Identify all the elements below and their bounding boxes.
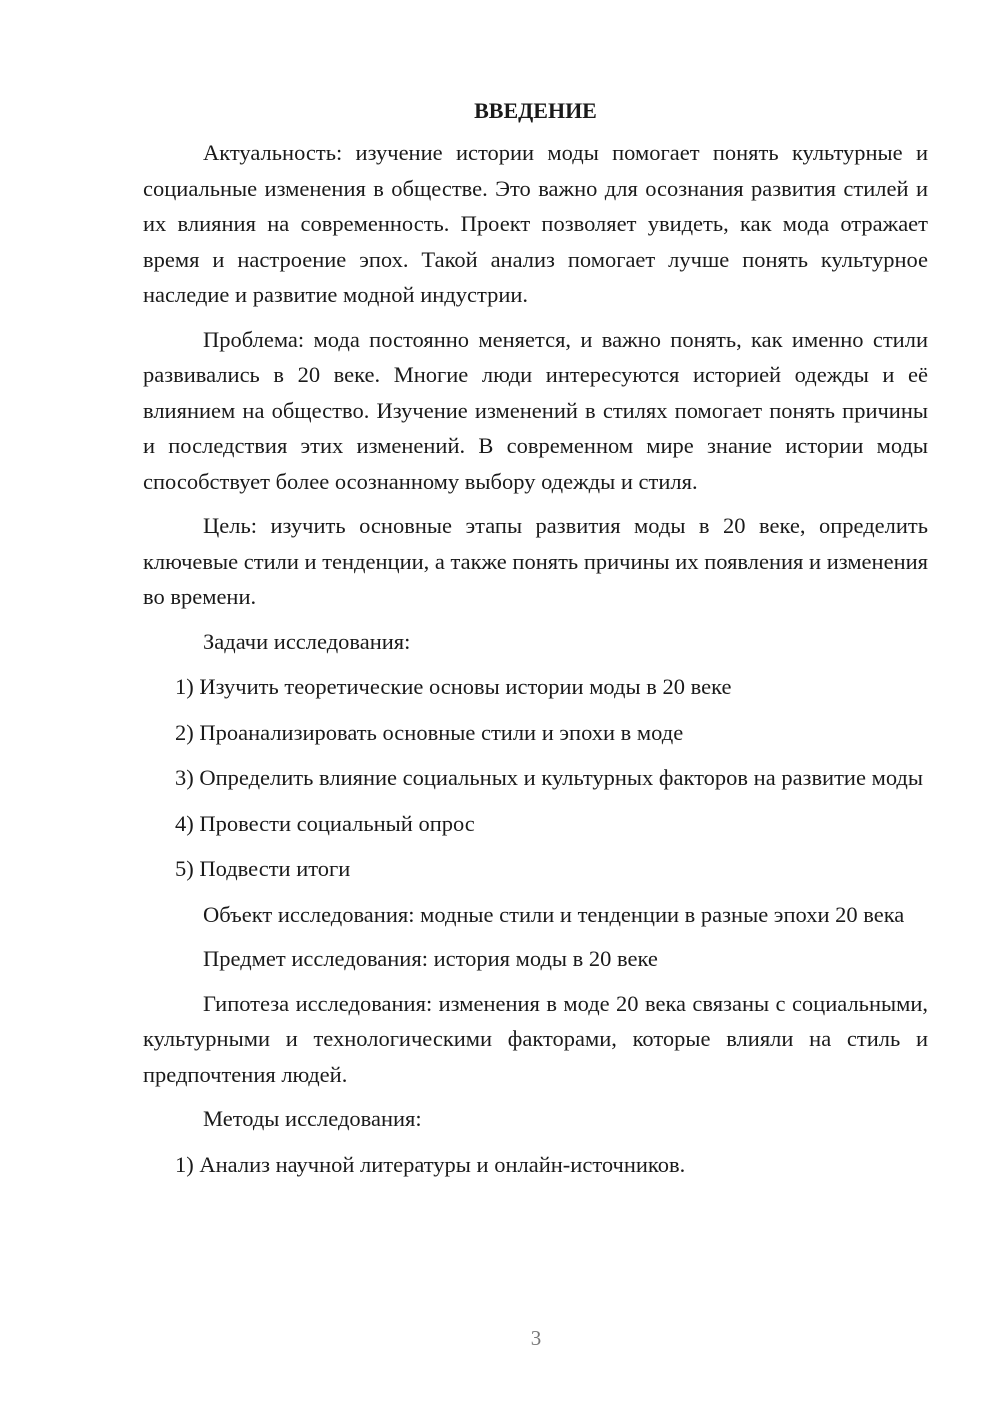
hypothesis-paragraph: Гипотеза исследования: изменения в моде 20 века связаны с социальными, культурными и технологическими факторами, которые влияли на стиль и предпочтения людей. — [143, 990, 928, 1087]
task-item: 1) Изучить теоретические основы истории моды в 20 веке — [175, 674, 732, 699]
document-page — [143, 96, 928, 1182]
goal-paragraph: Цель: изучить основные этапы развития моды в 20 веке, определить ключевые стили и тенденции, а также понять причины их появления и изменения во времени. — [143, 513, 928, 609]
subject-paragraph: Предмет исследования: история моды в 20 веке — [203, 946, 658, 971]
task-item: 2) Проанализировать основные стили и эпохи в моде — [175, 719, 684, 745]
task-item: 3) Определить влияние социальных и культурных факторов на развитие моды — [175, 765, 923, 790]
methods-heading: Методы исследования: — [203, 1106, 422, 1131]
method-item: 1) Анализ научной литературы и онлайн-источников. — [175, 1151, 686, 1177]
task-item: 5) Подвести итоги — [175, 856, 351, 881]
object-paragraph: Объект исследования: модные стили и тенденции в разные эпохи 20 века — [203, 901, 905, 927]
page-title: ВВЕДЕНИЕ — [474, 98, 597, 123]
relevance-paragraph: Актуальность: изучение истории моды помогает понять культурные и социальные изменения в обществе. Это важно для осознания развития стилей и их влияния на современность. Проект позволяет увидеть, как мода отражает время и настроение эпох. Такой анализ помогает лучше понять культурное наследие и развитие модной индустрии. — [143, 140, 928, 307]
tasks-heading: Задачи исследования: — [203, 628, 411, 654]
page-number: 3 — [530, 1326, 542, 1350]
task-item: 4) Провести социальный опрос — [175, 810, 475, 836]
problem-paragraph: Проблема: мода постоянно меняется, и важно понять, как именно стили развивались в 20 веке. Многие люди интересуются историей одежды и её влиянием на общество. Изучение изменений в стилях помогает понять причины и последствия этих изменений. В современном мире знание истории моды способствует более осознанному выбору одежды и стиля. — [143, 326, 928, 494]
